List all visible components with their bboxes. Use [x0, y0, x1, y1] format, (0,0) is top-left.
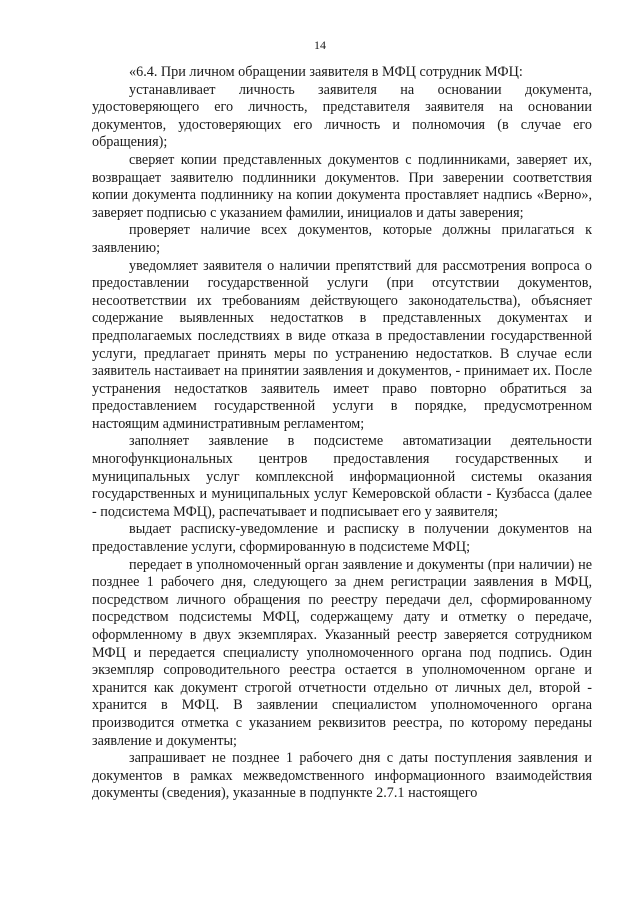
paragraph-copy-verification: сверяет копии представленных документов с подлинниками, заверяет их, возвращает заявителю подлинники документов. При заверении соответствия копии документа подлиннику на копии документа проставляет надпись «Верно», заверяет подписью с указанием фамилии, инициалов и даты заверения;	[92, 151, 592, 221]
paragraph-application-fill: заполняет заявление в подсистеме автоматизации деятельности многофункциональных центров предоставления государственных и муниципальных услуг комплексной информационной системы оказания государственных и муниципальных услуг Кемеровской области - Кузбасса (далее - подсистема МФЦ), распечатывает и подписывает его у заявителя;	[92, 433, 592, 520]
paragraph-documents-check: проверяет наличие всех документов, которые должны прилагаться к заявлению;	[92, 222, 592, 256]
paragraph-identity-check: устанавливает личность заявителя на основании документа, удостоверяющего его личность, представителя заявителя на основании документов, удостоверяющих его личность и полномочия (в случае его обращения);	[92, 81, 592, 151]
paragraph-interagency-request: запрашивает не позднее 1 рабочего дня с даты поступления заявления и документов в рамках межведомственного информационного взаимодействия документы (сведения), указанные в подпункте 2.7.1 настоящего	[92, 750, 592, 802]
page-number: 14	[314, 38, 326, 52]
paragraph-obstacles-notice: уведомляет заявителя о наличии препятствий для рассмотрения вопроса о предоставлении государственной услуги (при отсутствии документов, несоответствии их требованиям действующего законодательства), объясняет содержание выявленных недостатков в представленных документах и предполагаемых последствиях в виде отказа в предоставлении государственной услуги, предлагает принять меры по устранению недостатков. В случае если заявитель настаивает на принятии заявления и документов, - принимает их. После устранения недостатков заявитель имеет право повторно обратиться за предоставлением государственной услуги в порядке, предусмотренном настоящим административным регламентом;	[92, 257, 592, 432]
paragraph-transfer-documents: передает в уполномоченный орган заявление и документы (при наличии) не позднее 1 рабочего дня, следующего за днем регистрации заявления в МФЦ, посредством личного обращения по реестру передачи дел, сформированному посредством подсистемы МФЦ, содержащему дату и отметку о передаче, оформленному в двух экземплярах. Указанный реестр заверяется сотрудником МФЦ и передается специалисту уполномоченного органа под подпись. Один экземпляр сопроводительного реестра остается в уполномоченном органе и хранится как документ строгой отчетности отдельно от личных дел, второй - хранится в МФЦ. В заявлении специалистом уполномоченного органа производится отметка с указанием реквизитов реестра, по которому переданы заявление и документы;	[92, 556, 592, 749]
paragraph-receipt-issue: выдает расписку-уведомление и расписку в получении документов на предоставление услуги, сформированную в подсистеме МФЦ;	[92, 521, 592, 556]
document-body	[92, 64, 592, 803]
paragraph-6-4-heading: «6.4. При личном обращении заявителя в МФЦ сотрудник МФЦ:	[129, 64, 523, 80]
